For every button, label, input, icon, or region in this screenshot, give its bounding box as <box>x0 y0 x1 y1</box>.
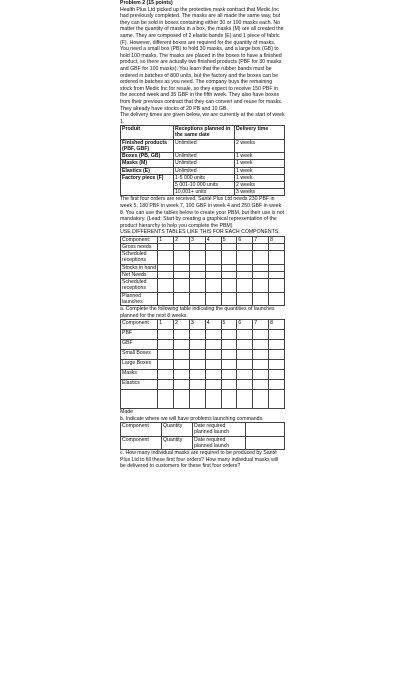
table-row <box>121 370 285 380</box>
input-cell[interactable] <box>158 279 174 292</box>
input-cell[interactable] <box>158 244 174 251</box>
input-cell[interactable] <box>174 251 190 264</box>
week-header: 5 <box>221 320 237 330</box>
table-row <box>121 390 285 409</box>
table-cell: Boxes (PB, GB) <box>121 153 174 160</box>
table-cell: Date required planned launch <box>193 436 246 449</box>
input-cell[interactable] <box>269 292 285 305</box>
input-cell[interactable] <box>253 370 269 380</box>
input-cell[interactable] <box>237 340 253 350</box>
input-cell[interactable] <box>189 279 205 292</box>
input-cell[interactable] <box>158 251 174 264</box>
input-cell[interactable] <box>205 251 221 264</box>
input-cell[interactable] <box>189 340 205 350</box>
input-cell[interactable] <box>253 360 269 370</box>
input-cell[interactable] <box>174 340 190 350</box>
week-header: 3 <box>189 236 205 243</box>
input-cell[interactable] <box>269 244 285 251</box>
input-cell[interactable] <box>221 330 237 340</box>
input-cell[interactable] <box>174 271 190 278</box>
row-label: Gross needs <box>121 244 158 251</box>
table-row <box>121 271 285 278</box>
input-cell[interactable] <box>205 330 221 340</box>
input-cell[interactable] <box>237 380 253 390</box>
row-label: Small Boxes <box>121 350 158 360</box>
input-cell[interactable] <box>221 370 237 380</box>
input-cell[interactable] <box>269 330 285 340</box>
input-cell[interactable] <box>269 370 285 380</box>
input-cell[interactable] <box>237 350 253 360</box>
input-cell[interactable] <box>158 390 174 409</box>
use-tables-note: USE DIFFERENTS TABLES LIKE THIS FOR EACH COMPONENTS. <box>120 229 280 236</box>
input-cell[interactable] <box>174 264 190 271</box>
input-cell[interactable] <box>205 380 221 390</box>
table-row <box>121 360 285 370</box>
input-cell[interactable] <box>269 279 285 292</box>
input-cell[interactable] <box>269 340 285 350</box>
input-cell[interactable] <box>189 350 205 360</box>
table-row <box>121 279 285 292</box>
input-cell[interactable] <box>237 264 253 271</box>
part-a-text: a. Complete the following table indicating the quantities of launches planned for the next 8 weeks. <box>120 305 275 319</box>
input-cell[interactable] <box>269 360 285 370</box>
input-cell[interactable] <box>269 390 285 409</box>
input-cell[interactable] <box>158 271 174 278</box>
input-cell[interactable] <box>237 390 253 409</box>
pbm-component-label: Component: <box>121 236 158 243</box>
input-cell[interactable] <box>158 330 174 340</box>
input-cell[interactable] <box>221 350 237 360</box>
table-cell: Finished products (PBF, GBF) <box>121 139 174 152</box>
input-cell[interactable] <box>253 350 269 360</box>
input-cell[interactable] <box>189 380 205 390</box>
input-cell[interactable] <box>221 380 237 390</box>
week-header: 3 <box>189 320 205 330</box>
input-cell[interactable] <box>221 251 237 264</box>
table-row <box>121 251 285 264</box>
table-cell: Elastics (E) <box>121 167 174 174</box>
launch-table <box>120 319 285 409</box>
table-row <box>121 174 285 181</box>
input-cell[interactable] <box>237 370 253 380</box>
delivery-header-receptions: Receptions planned in the same date <box>174 126 235 139</box>
problem-table <box>120 422 285 450</box>
input-cell[interactable] <box>237 251 253 264</box>
row-label: Scheduled receptions <box>121 279 158 292</box>
input-cell[interactable] <box>205 292 221 305</box>
table-row <box>121 292 285 305</box>
input-cell[interactable] <box>253 251 269 264</box>
input-cell[interactable] <box>189 370 205 380</box>
input-cell[interactable] <box>158 292 174 305</box>
input-cell[interactable] <box>253 244 269 251</box>
problem-heading: Problem 2 (15 points) <box>120 0 173 6</box>
table-cell: Unlimited <box>174 153 235 160</box>
input-cell[interactable] <box>253 271 269 278</box>
input-cell[interactable] <box>205 279 221 292</box>
table-cell: 2 weeks <box>235 181 285 188</box>
table-cell: Masks (M) <box>121 160 174 167</box>
week-header: 1 <box>158 320 174 330</box>
row-label: GBF <box>121 340 158 350</box>
table-row <box>121 380 285 390</box>
input-cell[interactable] <box>189 390 205 409</box>
week-header: 4 <box>205 236 221 243</box>
input-cell[interactable] <box>189 271 205 278</box>
input-cell[interactable] <box>205 390 221 409</box>
input-cell[interactable] <box>189 330 205 340</box>
input-cell[interactable] <box>174 279 190 292</box>
table-cell: Component <box>121 436 162 449</box>
input-cell[interactable] <box>205 264 221 271</box>
row-label <box>121 390 158 409</box>
input-cell[interactable] <box>237 292 253 305</box>
input-cell[interactable] <box>174 360 190 370</box>
document-page <box>120 0 285 470</box>
table-row <box>121 244 285 251</box>
table-cell: Quantity <box>162 436 193 449</box>
week-header: 7 <box>253 236 269 243</box>
table-cell: Unlimited <box>174 139 235 152</box>
intro-paragraph: Health Plus Ltd picked up the protective mask contract that Medic Inc had previously completed. The masks are all made the same way, but they can be sold in boxes containing either 30 or 100 masks each. No matter the quantity of masks in a box, the masks (M) are all created the same. They are composed of 2 elastic bands (E) and 1 piece of fabric (F). However, different boxes are required for the quantity of masks. You need a small box (PB) to hold 30 masks, and a large box (GB) to hold 100 masks. The masks are placed in the boxes to have a finished product, so there are actually two finished products (PBF for 30 masks and GBF for 100 masks). You learn that the rubber bands must be ordered in batches of 800 units, but the factory and the boxes can be ordered in batches as you need. The company buys the remaining stock from Medic Inc for resale, so they expect to receive 150 PBF in the second week and 35 GBF in the fifth week. They also have boxes from their previous contract that they can convert and reuse for masks. They already have stocks of 20 PB and 10 GB. <box>120 6 284 112</box>
input-cell[interactable] <box>237 244 253 251</box>
week-header: 6 <box>237 320 253 330</box>
table-row <box>121 320 285 330</box>
delivery-table <box>120 125 285 196</box>
input-cell[interactable] <box>269 380 285 390</box>
orders-paragraph: The first four orders are received, Santé Plus Ltd needs 230 PBF in week 5, 180 PBF in week 7, 100 GBF in week 4 and 250 GBF in week 8. You can use the tables below to create your PBM, but their use is not mandatory. (Lead: Start by creating a graphical representation of the product hierarchy to help you complete the PBM) <box>120 196 285 229</box>
part-b-text: b. Indicate where we will have problems launching commands. <box>120 415 264 422</box>
input-cell[interactable] <box>221 390 237 409</box>
input-cell[interactable] <box>269 271 285 278</box>
input-cell[interactable] <box>253 340 269 350</box>
input-cell[interactable] <box>174 370 190 380</box>
table-row <box>121 340 285 350</box>
table-row <box>121 167 285 174</box>
input-cell[interactable] <box>237 271 253 278</box>
week-header: 5 <box>221 236 237 243</box>
input-cell[interactable] <box>174 292 190 305</box>
input-cell[interactable] <box>158 340 174 350</box>
table-cell: Component <box>121 423 162 436</box>
input-cell[interactable] <box>174 244 190 251</box>
input-cell[interactable] <box>174 350 190 360</box>
input-cell[interactable] <box>158 264 174 271</box>
input-cell[interactable] <box>221 264 237 271</box>
input-cell[interactable] <box>205 244 221 251</box>
row-label: Elastics <box>121 380 158 390</box>
input-cell[interactable] <box>253 390 269 409</box>
table-cell: 10,001+ units <box>174 189 235 196</box>
input-cell[interactable] <box>205 360 221 370</box>
table-row <box>121 236 285 243</box>
table-cell: 2 weeks <box>235 139 285 152</box>
week-header: 7 <box>253 320 269 330</box>
delivery-intro: The delivery times are given below, we are currently at the start of week 1. <box>120 112 285 125</box>
input-cell[interactable] <box>205 340 221 350</box>
input-cell[interactable] <box>174 380 190 390</box>
table-cell: Factory piece (F) <box>121 174 174 196</box>
table-row <box>121 139 285 152</box>
week-header: 6 <box>237 236 253 243</box>
input-cell[interactable] <box>221 360 237 370</box>
table-cell: 1 week <box>235 174 285 181</box>
problem-text <box>120 0 285 125</box>
input-cell[interactable] <box>189 251 205 264</box>
row-label: PBF <box>121 330 158 340</box>
input-cell[interactable] <box>158 370 174 380</box>
input-cell[interactable] <box>205 370 221 380</box>
input-cell[interactable] <box>253 292 269 305</box>
input-cell[interactable] <box>158 360 174 370</box>
input-cell[interactable] <box>237 330 253 340</box>
row-label: Net Needs <box>121 271 158 278</box>
delivery-header-time: Delivery time <box>235 126 285 139</box>
table-cell: 1 week <box>235 153 285 160</box>
row-label: Large Boxes <box>121 360 158 370</box>
table-cell: 1 week <box>235 160 285 167</box>
table-cell: 5 001-10 000 units <box>174 181 235 188</box>
week-header: 2 <box>174 236 190 243</box>
table-row <box>121 264 285 271</box>
input-cell[interactable] <box>237 279 253 292</box>
input-cell[interactable] <box>189 264 205 271</box>
table-row <box>121 423 285 436</box>
week-header: 1 <box>158 236 174 243</box>
input-cell[interactable] <box>221 271 237 278</box>
row-label: Scheduled receptions <box>121 251 158 264</box>
row-label: Stocks in hand <box>122 264 157 271</box>
week-header: 8 <box>269 320 285 330</box>
input-cell[interactable] <box>221 279 237 292</box>
table-cell: Quantity <box>162 423 193 436</box>
delivery-header-product: Produit <box>121 126 174 139</box>
input-cell[interactable] <box>221 292 237 305</box>
input-cell[interactable] <box>221 340 237 350</box>
table-cell: 1-5 000 units <box>174 174 235 181</box>
input-cell[interactable] <box>269 264 285 271</box>
input-cell[interactable] <box>237 360 253 370</box>
input-cell[interactable] <box>246 436 285 449</box>
input-cell[interactable] <box>253 279 269 292</box>
week-header: 2 <box>174 320 190 330</box>
input-cell[interactable] <box>189 360 205 370</box>
table-row <box>121 160 285 167</box>
table-cell: Unlimited <box>174 160 235 167</box>
week-header: 8 <box>269 236 285 243</box>
table-cell: 1 week <box>235 167 285 174</box>
orders-block <box>120 196 285 236</box>
input-cell[interactable] <box>205 271 221 278</box>
week-header: 4 <box>205 320 221 330</box>
input-cell[interactable] <box>189 292 205 305</box>
input-cell[interactable] <box>205 350 221 360</box>
launch-component-label: Component <box>121 320 158 330</box>
input-cell[interactable] <box>253 264 269 271</box>
input-cell[interactable] <box>158 350 174 360</box>
row-label: Masks <box>121 370 158 380</box>
made-label: Made <box>120 409 133 416</box>
input-cell[interactable] <box>158 380 174 390</box>
input-cell[interactable] <box>246 423 285 436</box>
input-cell[interactable] <box>221 244 237 251</box>
input-cell[interactable] <box>253 330 269 340</box>
part-c-text: c. How many individual masks are required to be produced by Santé Plus Ltd to fill these first four orders? How many individual masks will be delivered to customers for these first four orders? <box>120 450 279 470</box>
input-cell[interactable] <box>253 380 269 390</box>
table-row <box>121 350 285 360</box>
table-cell: Unlimited <box>174 167 235 174</box>
input-cell[interactable] <box>174 390 190 409</box>
input-cell[interactable] <box>174 330 190 340</box>
pbm-table <box>120 236 285 306</box>
input-cell[interactable] <box>269 350 285 360</box>
table-row <box>121 153 285 160</box>
table-row <box>121 330 285 340</box>
row-label: Planned launches <box>121 292 158 305</box>
input-cell[interactable] <box>269 251 285 264</box>
table-cell: 3 weeks <box>235 189 285 196</box>
input-cell[interactable] <box>189 244 205 251</box>
table-row <box>121 436 285 449</box>
table-cell: Date required planned launch <box>193 423 246 436</box>
